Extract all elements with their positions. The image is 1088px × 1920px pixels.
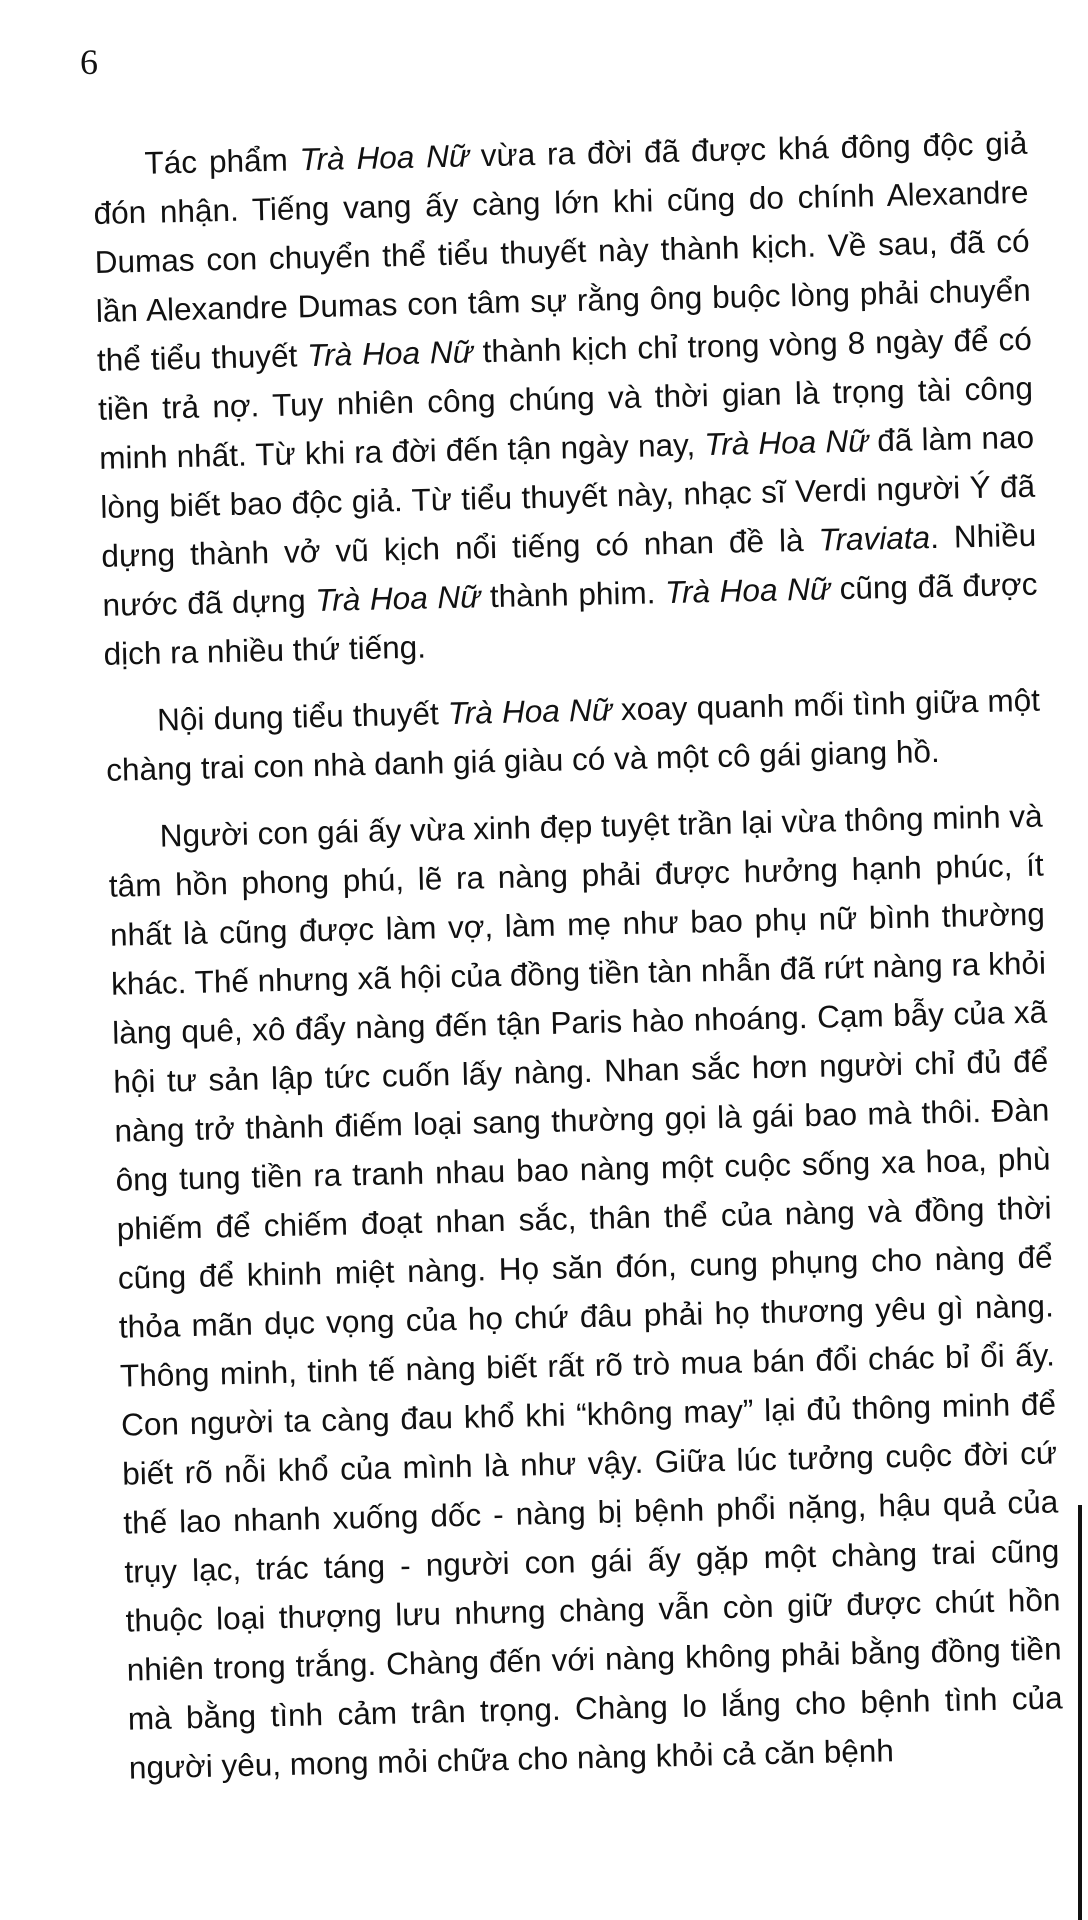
text-run: Nội dung tiểu thuyết	[156, 695, 449, 738]
book-title: Trà Hoa Nữ	[299, 137, 470, 178]
text-run: Tác phẩm	[144, 141, 301, 181]
paragraph-2	[105, 676, 1042, 795]
text-run: Người con gái ấy vừa xinh đẹp tuyệt trần lại vừa thông minh và tâm hồn phong phú, lẽ ra nàng phải được hưởng hạnh phúc, ít nhất là cũng được làm vợ, làm mẹ như bao phụ nữ bình thường khác. Thế nhưng xã hội của đồng tiền tàn nhẫn đã rứt nàng ra khỏi làng quê, xô đẩy nàng đến tận Paris hào nhoáng. Cạm bẫy của xã hội tư sản lập tức cuốn lấy nàng. Nhan sắc hơn người chỉ đủ để nàng trở thành điếm loại sang thường gọi là gái bao mà thôi. Đàn ông tung tiền ra tranh nhau bao nàng một cuộc sống xa hoa, phù phiếm để chiếm đoạt nhan sắc, thân thể của nàng và đồng thời cũng để khinh miệt nàng. Họ săn đón, cung phụng cho nàng để thỏa mãn dục vọng của họ chứ đâu phải họ thương yêu gì nàng. Thông minh, tinh tế nàng biết rất rõ trò mua bán đổi chác bỉ ổi ấy. Con người ta càng đau khổ khi “không may” lại đủ thông minh để biết rõ nỗi khổ của mình là như vậy. Giữa lúc tưởng cuộc đời cứ thế lao nhanh xuống dốc - nàng bị bệnh phổi nặng, hậu quả của trụy lạc, trác táng - người con gái ấy gặp một chàng trai cũng thuộc loại thượng lưu nhưng chàng vẫn còn giữ được chút hồn nhiên trong trắng. Chàng đến với nàng không phải bằng đồng tiền mà bằng tình cảm trân trọng. Chàng lo lắng cho bệnh tình của người yêu, mong mỏi chữa cho nàng khỏi cả căn bệnh	[108, 797, 1063, 1786]
text-run: đã làm nao lòng biết bao độc giả. Từ tiểu thuyết này, nhạc sĩ Verdi người Ý đã dựng thành vở vũ kịch nổi tiếng có nhan đề là	[99, 418, 1036, 574]
book-title: Trà Hoa Nữ	[703, 422, 869, 463]
text-run: cũng đã được dịch ra nhiều thứ tiếng.	[103, 565, 1038, 672]
page-edge-shadow	[1078, 1505, 1082, 1920]
text-run: vừa ra đời đã được khá đông độc giả đón nhận. Tiếng vang ấy càng lớn khi cũng do chính Alexandre Dumas con chuyển thể tiểu thuyết này thành kịch. Về sau, đã có lần Alexandre Dumas con tâm sự rằng ông buộc lòng phải chuyển thể tiểu thuyết	[93, 124, 1032, 378]
book-title: Trà Hoa Nữ	[314, 578, 481, 619]
book-title: Trà Hoa Nữ	[306, 333, 474, 374]
paragraph-3	[107, 792, 1064, 1793]
book-title: Trà Hoa Nữ	[664, 570, 831, 611]
opera-title: Traviata	[818, 519, 931, 558]
text-run: . Nhiều nước đã dựng	[102, 516, 1037, 623]
paragraph-1	[92, 119, 1039, 679]
page-number: 6	[80, 42, 98, 82]
book-title: Trà Hoa Nữ	[447, 691, 613, 732]
text-run: thành kịch chỉ trong vòng 8 ngày để có tiền trả nợ. Tuy nhiên công chúng và thời gian là trọng tài công minh nhất. Từ khi ra đời đến tận ngày nay,	[97, 320, 1034, 476]
text-run: thành phim.	[479, 574, 666, 615]
text-body	[92, 119, 1065, 1811]
text-run: xoay quanh mối tình giữa một chàng trai con nhà danh giá giàu có và một cô gái giang hồ.	[105, 681, 1041, 788]
